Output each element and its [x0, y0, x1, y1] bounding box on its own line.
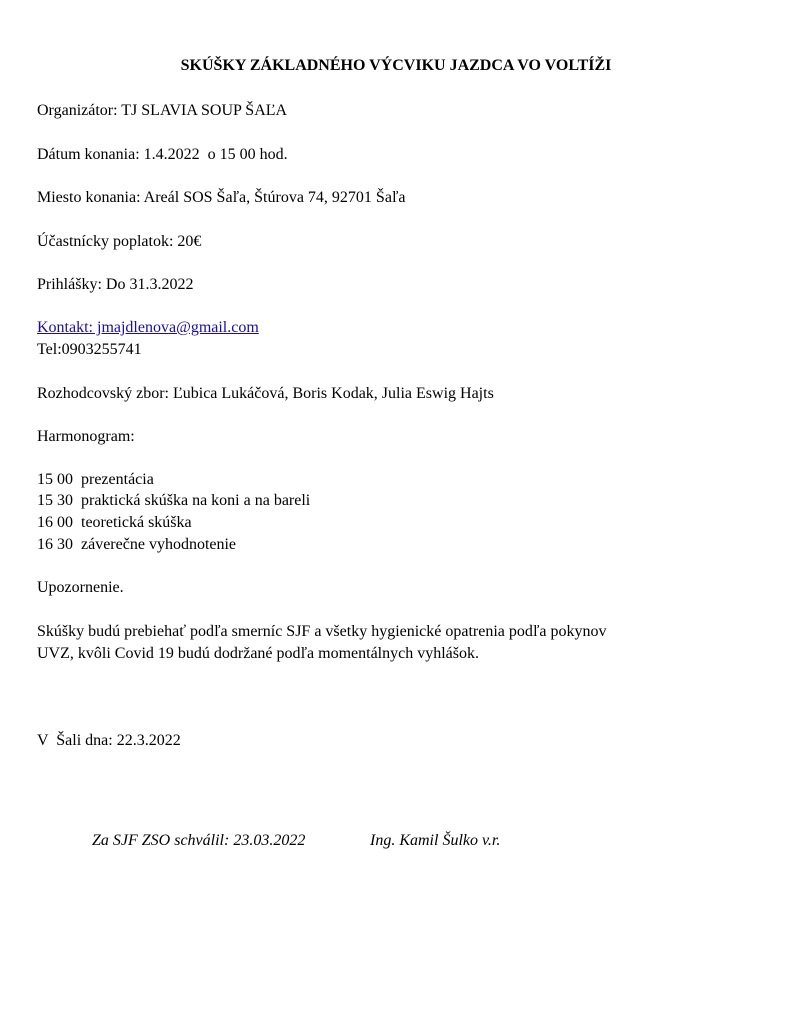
- schedule-item: 16 00 teoretická skúška: [37, 514, 192, 531]
- jury-line: Rozhodcovský zbor: Ľubica Lukáčová, Boris Kodak, Julia Eswig Hajts: [37, 385, 494, 402]
- schedule-heading: Harmonogram:: [37, 428, 135, 445]
- place-date-line: V Šali dna: 22.3.2022: [37, 732, 181, 749]
- approval-line: Za SJF ZSO schválil: 23.03.2022: [92, 832, 306, 849]
- notice-text-line: Skúšky budú prebiehať podľa smerníc SJF a všetky hygienické opatrenia podľa pokynov: [37, 623, 607, 640]
- date-line: Dátum konania: 1.4.2022 o 15 00 hod.: [37, 146, 288, 163]
- schedule-item: 15 30 praktická skúška na koni a na bareli: [37, 492, 311, 509]
- notice-text-line: UVZ, kvôli Covid 19 budú dodržané podľa momentálnych vyhlášok.: [37, 645, 479, 662]
- venue-line: Miesto konania: Areál SOS Šaľa, Štúrova 74, 92701 Šaľa: [37, 189, 406, 206]
- document-title: SKÚŠKY ZÁKLADNÉHO VÝCVIKU JAZDCA VO VOLTÍŽI: [180, 57, 612, 74]
- notice-heading: Upozornenie.: [37, 579, 124, 596]
- registration-line: Prihlášky: Do 31.3.2022: [37, 276, 194, 293]
- schedule-item: 15 00 prezentácia: [37, 471, 154, 488]
- schedule-item: 16 30 záverečne vyhodnotenie: [37, 536, 237, 553]
- contact-email-link[interactable]: Kontakt: jmajdlenova@gmail.com: [37, 319, 259, 336]
- organizer-line: Organizátor: TJ SLAVIA SOUP ŠAĽA: [37, 102, 288, 119]
- fee-line: Účastnícky poplatok: 20€: [37, 233, 202, 250]
- phone-line: Tel:0903255741: [37, 341, 142, 358]
- signatory-name: Ing. Kamil Šulko v.r.: [370, 832, 501, 849]
